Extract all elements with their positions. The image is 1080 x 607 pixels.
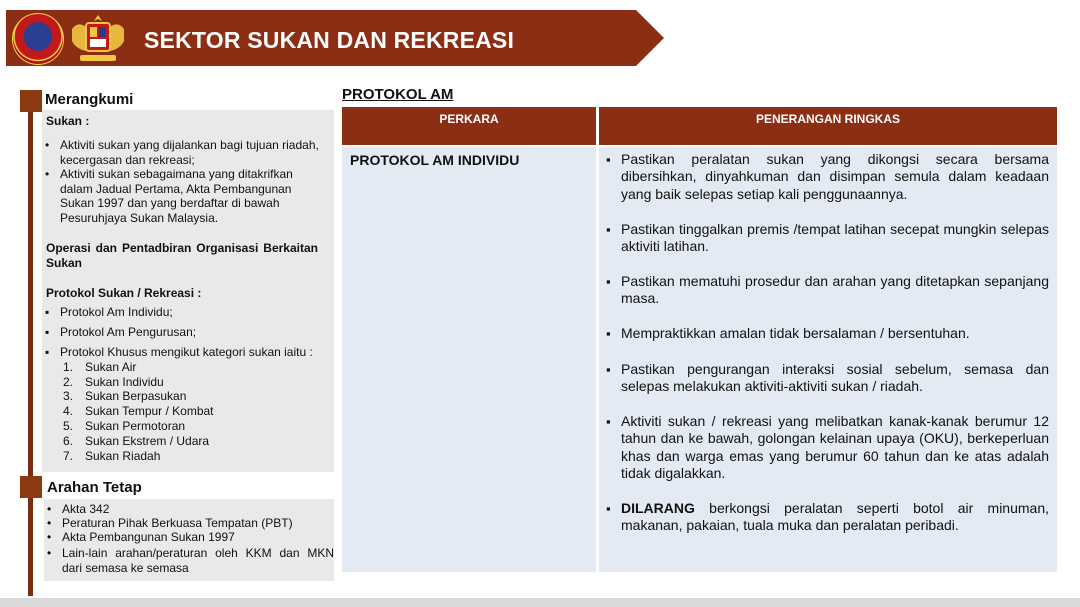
table-bullet: ▪ Pastikan peralatan sukan yang dikongsi secara bersama dibersihkan, dinyahkuman dan disimpan semula dalam keadaan yang baik selepas setiap kali penggunaannya. [621, 151, 1049, 203]
table-bullet: ▪ Aktiviti sukan / rekreasi yang melibatkan kanak-kanak berumur 12 tahun dan ke bawah, golongan kelainan upaya (OKU), berkeperluan khas dan warga emas yang berumur 60 tahun dan ke atas adalah tidak digalakkan. [621, 413, 1049, 483]
category-item: 4. Sukan Tempur / Kombat [63, 404, 214, 418]
section-marker [20, 90, 42, 112]
page-title: SEKTOR SUKAN DAN REKREASI [144, 27, 515, 53]
dilarang-label: DILARANG [621, 500, 695, 516]
sukan-heading: Sukan : [46, 114, 90, 128]
ministry-logo [12, 13, 64, 65]
section-marker [20, 476, 42, 498]
category-item: 1. Sukan Air [63, 360, 137, 374]
table-bullet: ▪ Pastikan tinggalkan premis /tempat latihan secepat mungkin selepas aktiviti latihan. [621, 221, 1049, 256]
category-item: 2. Sukan Individu [63, 375, 164, 389]
list-item: ▪ Protokol Am Individu; [60, 305, 173, 320]
coat-of-arms-logo [66, 11, 130, 65]
section-title-merangkumi: Merangkumi [45, 91, 134, 108]
column-header-perkara: PERKARA [342, 107, 596, 145]
list-item: • Peraturan Pihak Berkuasa Tempatan (PBT) [62, 516, 293, 531]
section-title-arahan: Arahan Tetap [47, 479, 142, 496]
timeline-line [28, 96, 33, 596]
category-item: 6. Sukan Ekstrem / Udara [63, 434, 210, 448]
table-bullet: ▪ DILARANG berkongsi peralatan seperti botol air minuman, makanan, pakaian, tuala muka dan peralatan peribadi. [621, 500, 1049, 535]
operasi-heading: Operasi dan Pentadbiran Organisasi Berkaitan Sukan [46, 241, 318, 270]
table-bullet: ▪ Pastikan pengurangan interaksi sosial sebelum, semasa dan selepas melakukan aktiviti-aktiviti sukan / riadah. [621, 361, 1049, 396]
category-item: 3. Sukan Berpasukan [63, 389, 187, 403]
table-bullet: ▪ Pastikan mematuhi prosedur dan arahan yang ditetapkan sepanjang masa. [621, 273, 1049, 308]
list-item: • Aktiviti sukan sebagaimana yang ditakrifkan dalam Jadual Pertama, Akta Pembangunan Sukan 1997 dan yang berdaftar di bawah Pesuruhjaya Sukan Malaysia. [60, 167, 328, 225]
category-item: 7. Sukan Riadah [63, 449, 161, 463]
protokol-heading: Protokol Sukan / Rekreasi : [46, 286, 202, 300]
list-item: • Aktiviti sukan yang dijalankan bagi tujuan riadah, kecergasan dan rekreasi; [60, 138, 328, 167]
list-item: ▪ Protokol Khusus mengikut kategori sukan iaitu : [60, 345, 313, 360]
category-item: 5. Sukan Permotoran [63, 419, 186, 433]
list-item: • Akta 342 [62, 502, 109, 517]
column-header-penerangan: PENERANGAN RINGKAS [599, 107, 1057, 145]
list-item: • Akta Pembangunan Sukan 1997 [62, 530, 235, 545]
list-item: ▪ Protokol Am Pengurusan; [60, 325, 196, 340]
list-item: • Lain-lain arahan/peraturan oleh KKM dan MKN dari semasa ke semasa [62, 546, 334, 575]
bottom-edge [0, 598, 1080, 607]
row-label: PROTOKOL AM INDIVIDU [350, 152, 520, 168]
table-bullet: ▪ Mempraktikkan amalan tidak bersalaman / bersentuhan. [621, 325, 1049, 342]
table-cell-perkara [342, 147, 596, 572]
table-title: PROTOKOL AM [342, 86, 454, 103]
